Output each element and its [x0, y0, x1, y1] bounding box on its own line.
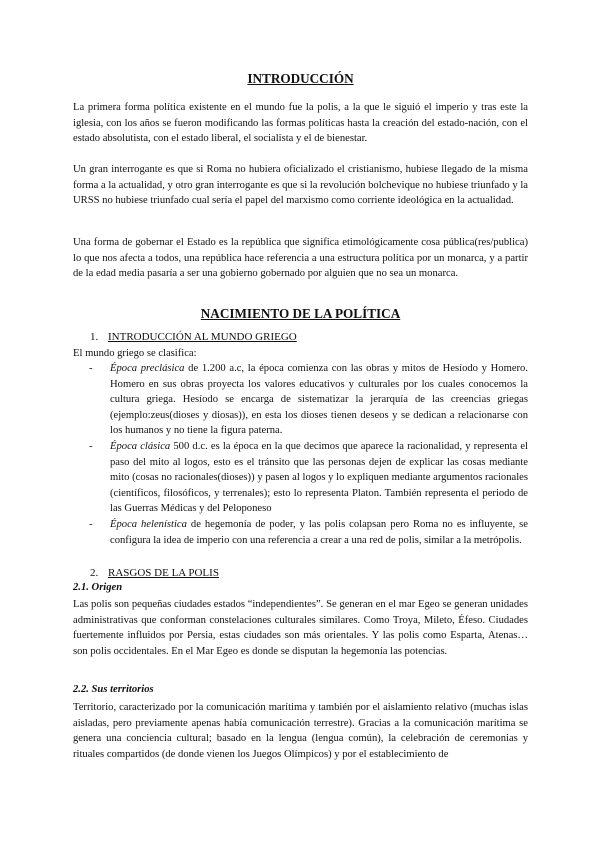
era-description: de hegemonía de poder, y las polis colapsan pero Roma no es influyente, se configura la idea de imperio con una referencia a crear a una red de polis, similar a la metrópolis. — [110, 518, 528, 546]
bullet-dash: - — [89, 518, 93, 530]
territory-heading: 2.2. Sus territorios — [73, 684, 154, 695]
intro-paragraph-1: La primera forma política existente en el mundo fue la polis, a la que le siguió el imperio y tras este la iglesia, con los años se fueron modificando las formas políticas hasta la creación del estado-nación, con el estado absolutista, con el estado liberal, el socialista y el de bienestar. — [73, 102, 528, 145]
era-term: Época clásica — [110, 440, 171, 452]
era-term: Época preclásica — [110, 363, 185, 374]
origin-heading: 2.1. Origen — [73, 582, 123, 593]
page-title: INTRODUCCIÓN — [247, 71, 354, 86]
intro-paragraph-3: Una forma de gobernar el Estado es la república que significa etimológicamente cosa pública(res/publica) lo que nos afecta a todos, una república hace referencia a una estructura política por un monarca, y a partir de la edad media pasaría a ser una gobierno gobernado por alguien que no sea un monarca. — [73, 237, 528, 280]
lead-text: El mundo griego se clasifica: — [73, 348, 197, 359]
list-item — [73, 517, 528, 548]
subsection-number: 2. — [90, 567, 99, 579]
section-title: NACIMIENTO DE LA POLÍTICA — [200, 306, 401, 321]
list-item — [73, 439, 528, 517]
bullet-dash: - — [89, 363, 93, 374]
origin-paragraph: Las polis son pequeñas ciudades estados “independientes”. Se generan en el mar Egeo se generan unidades administrativas que conforman constelaciones culturales similares. Como Troya, Mileto, Éfeso. Ciudades fuertemente influidos por Persia, estas ciudades son más orientales. Y las polis como Esparta, Atenas… son polis occidentales. En el Mar Egeo es donde se disputan la hegemonía las potencias. — [73, 599, 528, 657]
subsection-number: 1. — [90, 331, 99, 343]
list-item — [73, 361, 528, 439]
intro-paragraph-2: Un gran interrogante es que si Roma no hubiera oficializado el cristianismo, hubiese llegado de la misma forma a la actualidad, y otro gran interrogante es que si la revolución bolchevique no hubiese triunfado y la URSS no hubiese triunfado cual sería el papel del marxismo como corriente ideológica en la actualidad. — [73, 164, 528, 207]
era-description: de 1.200 a.c, la época comienza con las obras y mitos de Hesíodo y Homero. Homero en sus obras proyecta los valores educativos y culturales por los cuales conocemos la cultura griega. Hesíodo se encarga de sistematizar la jerarquía de las creencias griegas (ejemplo:zeus(dioses y diosas)), en esta los dioses tienen deseos y se dedican a relacionarse con los humanos y no tiene la figura paterna. — [110, 363, 528, 437]
era-list — [73, 361, 528, 548]
subsection-title: RASGOS DE LA POLIS — [108, 567, 219, 579]
territory-paragraph: Territorio, caracterizado por la comunicación marítima y también por el aislamiento relativo (muchas islas aisladas, pero previamente apenas había comunicación terrestre). Gracias a la comunicación marítima se genera una conciencia cultural; basado en la lengua (lengua común), la celebración de ceremonias y rituales compartidos (de donde vienen los Juegos Olímpicos) y por el establecimiento de — [73, 702, 528, 760]
subsection-title: INTRODUCCIÓN AL MUNDO GRIEGO — [108, 331, 297, 343]
bullet-dash: - — [89, 440, 93, 452]
era-description: 500 d.c. es la época en la que decimos que aparece la racionalidad, y representa el paso del mito al logos, esto es el tránsito que las personas dejen de explicar las cosas mediante mito (cosas no racionales(dioses)) y pasen al logos y lo expliquen mediante argumentos racionales (científicos, filosóficos, y terrenales); esto lo representa Platon. También representa el periodo de las Guerras Médicas y del Peloponeso — [110, 440, 528, 515]
subsection-heading-1 — [90, 331, 297, 343]
subsection-heading-2 — [90, 567, 219, 579]
era-term: Época helenística — [110, 518, 187, 530]
